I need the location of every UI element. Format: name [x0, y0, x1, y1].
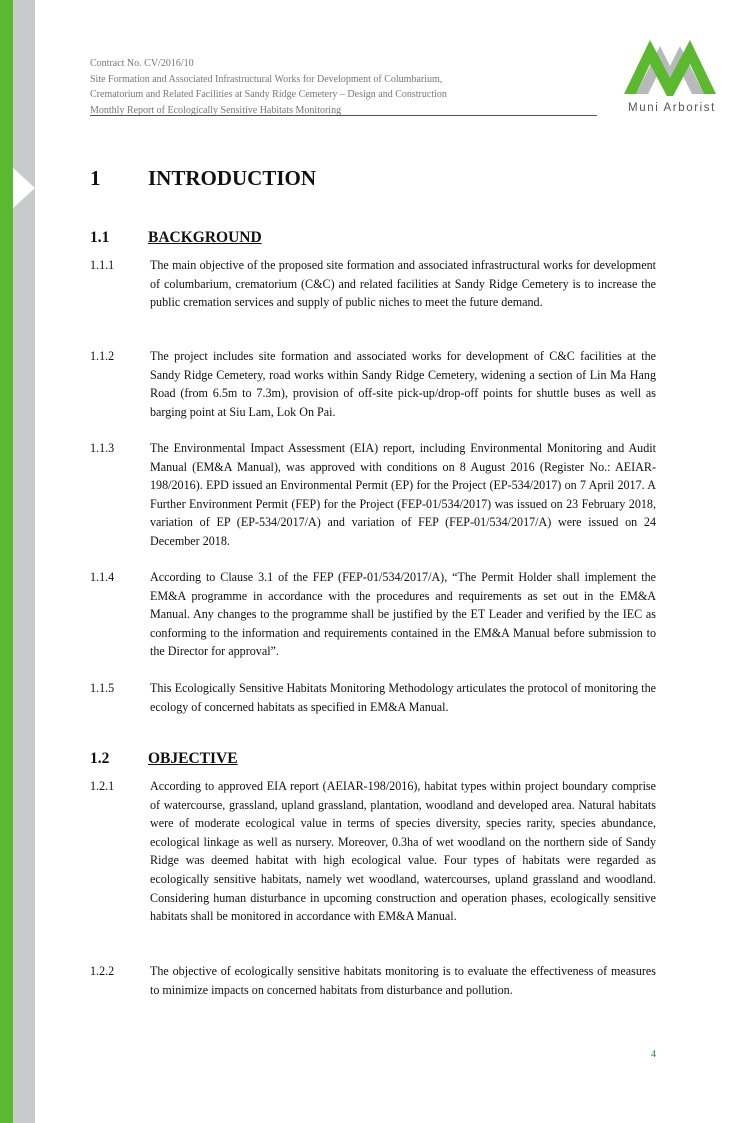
paragraph-number: 1.1.3: [90, 441, 115, 455]
paragraph-text: This Ecologically Sensitive Habitats Monitoring Methodology articulates the protocol of monitoring the ecology of concerned habitats as specified in EM&A Manual.: [150, 681, 656, 714]
paragraph-1-1-4: [90, 568, 656, 661]
logo-text: Muni Arborist: [628, 102, 716, 114]
paragraph-text: The Environmental Impact Assessment (EIA) report, including Environmental Monitoring and Audit Manual (EM&A Manual), was approved with conditions on 8 August 2016 (Register No.: AEIAR-198/2016). EPD issued an Environmental Permit (EP) for the Project (EP-534/2017) on 7 April 2017. A Further Environment Permit (FEP) for the Project (FEP-01/534/2017) was issued on 23 February 2018, variation of EP (EP-534/2017/A) and variation of FEP (FEP-01/534/2017/A) were issued on 24 December 2018.: [150, 441, 656, 548]
chapter-title: INTRODUCTION: [148, 166, 317, 190]
paragraph-1-1-1: [90, 256, 656, 312]
paragraph-text: According to approved EIA report (AEIAR-198/2016), habitat types within project boundary comprise of watercourse, grassland, upland grassland, plantation, woodland and developed area. Natural habitats were of moderate ecological value in terms of species diversity, species rarity, species abundance, ecological linkage as well as nursery. Moreover, 0.3ha of wet woodland on the northern side of Sandy Ridge was deemed habitat with high ecological value. Four types of habitats were regarded as ecologically sensitive habitats, namely wet woodland, watercourses, upland grassland and woodland. Considering human disturbance in upcoming construction and operation phases, ecologically sensitive habitats shall be monitored in accordance with EM&A Manual.: [150, 779, 656, 924]
paragraph-text: According to Clause 3.1 of the FEP (FEP-01/534/2017/A), “The Permit Holder shall implement the EM&A programme in accordance with the procedures and requirements as set out in the EM&A Manual. Any changes to the programme shall be justified by the ET Leader and verified by the IEC as conforming to the information and requirements contained in the EM&A Manual before submission to the Director for approval”.: [150, 570, 656, 659]
paragraph-number: 1.1.4: [90, 570, 115, 584]
paragraph-number: 1.1.2: [90, 349, 115, 363]
stripe-notch-marker: [13, 168, 35, 208]
header-project-line-1: Site Formation and Associated Infrastructural Works for Development of Columbarium,: [90, 73, 443, 85]
header-rule: [90, 115, 597, 116]
header-project-line-2: Crematorium and Related Facilities at Sandy Ridge Cemetery – Design and Construction: [90, 89, 447, 100]
logo-mark-icon: [620, 26, 724, 96]
paragraph-text: The project includes site formation and associated works for development of C&C facilities at the Sandy Ridge Cemetery, road works within Sandy Ridge Cemetery, widening a section of Lin Ma Hang Road (from 6.5m to 7.3m), provision of off-site pick-up/drop-off points for shuttle buses as well as barging point at Siu Lam, Lok On Pai.: [150, 349, 656, 419]
section-number: 1.2: [90, 750, 110, 767]
paragraph-1-2-2: [90, 962, 656, 999]
section-number: 1.1: [90, 229, 110, 246]
paragraph-1-1-3: [90, 439, 656, 551]
paragraph-1-1-5: [90, 679, 656, 716]
header-contract-no: Contract No. CV/2016/10: [90, 58, 194, 69]
header-report-title: Monthly Report of Ecologically Sensitive Habitats Monitoring: [90, 104, 342, 116]
left-green-stripe: [0, 0, 13, 1123]
running-header: [90, 56, 595, 118]
page-number: 4: [651, 1049, 656, 1060]
chapter-number: 1: [90, 166, 101, 190]
paragraph-number: 1.2.1: [90, 779, 115, 793]
paragraph-number: 1.2.2: [90, 964, 115, 978]
paragraph-number: 1.1.1: [90, 258, 115, 272]
paragraph-text: The objective of ecologically sensitive habitats monitoring is to evaluate the effectiveness of measures to minimize impacts on concerned habitats from disturbance and pollution.: [150, 964, 656, 997]
paragraph-text: The main objective of the proposed site formation and associated infrastructural works for development of columbarium, crematorium (C&C) and related facilities at Sandy Ridge Cemetery is to increase the public cremation services and supply of public niches to meet the future demand.: [150, 258, 656, 310]
paragraph-1-1-2: [90, 347, 656, 421]
paragraph-1-2-1: [90, 777, 656, 926]
paragraph-number: 1.1.5: [90, 681, 115, 695]
section-title: OBJECTIVE: [148, 750, 238, 767]
section-title: BACKGROUND: [148, 229, 262, 246]
muni-arborist-logo: [616, 26, 728, 121]
